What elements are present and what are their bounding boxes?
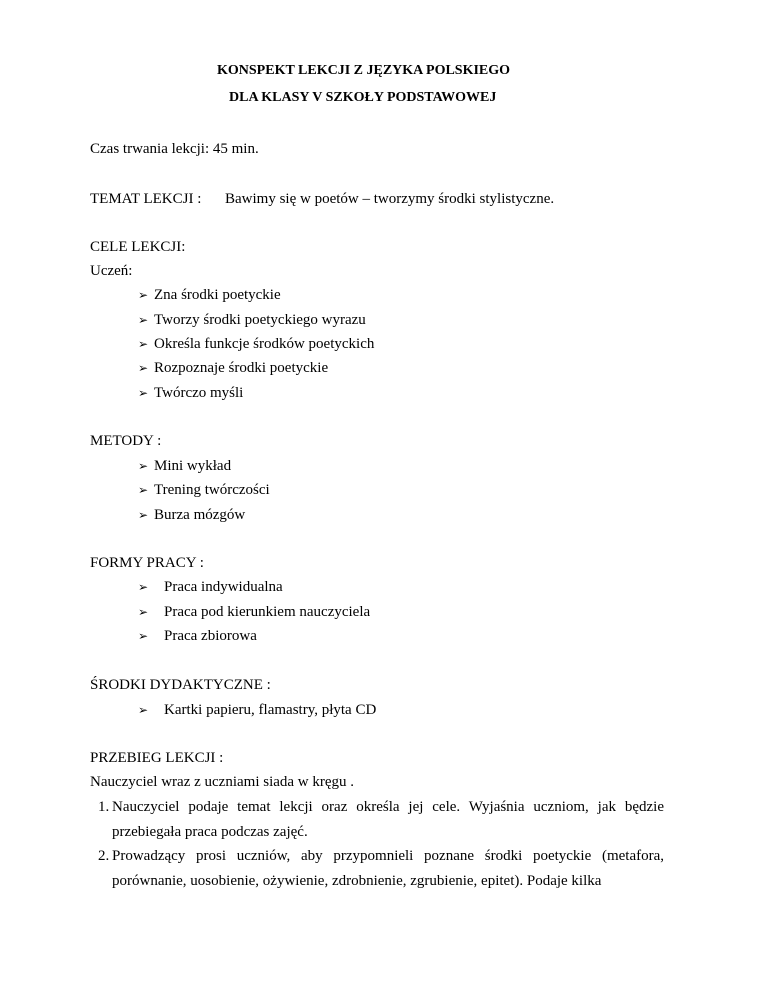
form-text: Praca zbiorowa: [164, 628, 257, 644]
means-heading: ŚRODKI DYDAKTYCZNE :: [90, 677, 271, 693]
arrow-bullet-icon: ➢: [138, 703, 149, 717]
arrow-bullet-icon: ➢: [138, 580, 149, 594]
goal-text: Twórczo myśli: [154, 385, 244, 401]
list-item: [138, 288, 281, 303]
arrow-bullet-icon: ➢: [138, 629, 149, 643]
arrow-bullet-icon: ➢: [138, 483, 149, 497]
goal-text: Określa funkcje środków poetyckich: [154, 336, 375, 352]
list-item: [138, 483, 270, 498]
topic-value: Bawimy się w poetów – tworzymy środki stylistyczne.: [225, 191, 555, 207]
forms-heading: FORMY PRACY :: [90, 555, 204, 571]
goal-text: Rozpoznaje środki poetyckie: [154, 360, 329, 376]
course-heading: PRZEBIEG LEKCJI :: [90, 750, 224, 766]
step-text: Prowadzący prosi uczniów, aby przypomnieli poznane środki poetyckie (metafora, porównanie, uosobienie, ożywienie, zdrobnienie, zgrubienie, epitet). Podaje kilka: [112, 848, 664, 889]
list-item: [138, 605, 370, 620]
topic-label: TEMAT LEKCJI :: [90, 191, 202, 207]
methods-heading: METODY :: [90, 433, 162, 449]
list-item: [138, 580, 283, 595]
document-title-line-2: DLA KLASY V SZKOŁY PODSTAWOWEJ: [229, 90, 497, 105]
arrow-bullet-icon: ➢: [138, 459, 149, 473]
step-text: Nauczyciel podaje temat lekcji oraz określa jej cele. Wyjaśnia uczniom, jak będzie przebiegała praca podczas zajęć.: [112, 799, 664, 840]
form-text: Praca indywidualna: [164, 579, 283, 595]
lesson-duration: Czas trwania lekcji: 45 min.: [90, 141, 259, 157]
list-item: [138, 508, 245, 523]
step-number: 2.: [98, 848, 110, 864]
goal-text: Zna środki poetyckie: [154, 287, 281, 303]
goals-heading: CELE LEKCJI:: [90, 239, 186, 255]
list-item: [138, 703, 376, 718]
arrow-bullet-icon: ➢: [138, 337, 149, 351]
list-item: [138, 337, 374, 352]
arrow-bullet-icon: ➢: [138, 313, 149, 327]
arrow-bullet-icon: ➢: [138, 386, 149, 400]
list-item: [138, 459, 231, 474]
arrow-bullet-icon: ➢: [138, 605, 149, 619]
list-item: [138, 629, 257, 644]
goal-text: Tworzy środki poetyckiego wyrazu: [154, 312, 366, 328]
method-text: Trening twórczości: [154, 482, 270, 498]
course-intro: Nauczyciel wraz z uczniami siada w kręgu .: [90, 774, 355, 790]
method-text: Mini wykład: [154, 458, 232, 474]
means-text: Kartki papieru, flamastry, płyta CD: [164, 702, 377, 718]
list-item: [138, 313, 366, 328]
arrow-bullet-icon: ➢: [138, 361, 149, 375]
document-title-line-1: KONSPEKT LEKCJI Z JĘZYKA POLSKIEGO: [217, 63, 511, 78]
form-text: Praca pod kierunkiem nauczyciela: [164, 604, 371, 620]
arrow-bullet-icon: ➢: [138, 508, 149, 522]
step-number: 1.: [98, 799, 110, 815]
method-text: Burza mózgów: [154, 507, 246, 523]
list-item: [138, 361, 328, 376]
arrow-bullet-icon: ➢: [138, 288, 149, 302]
list-item: [138, 386, 243, 401]
goals-intro: Uczeń:: [90, 263, 133, 279]
